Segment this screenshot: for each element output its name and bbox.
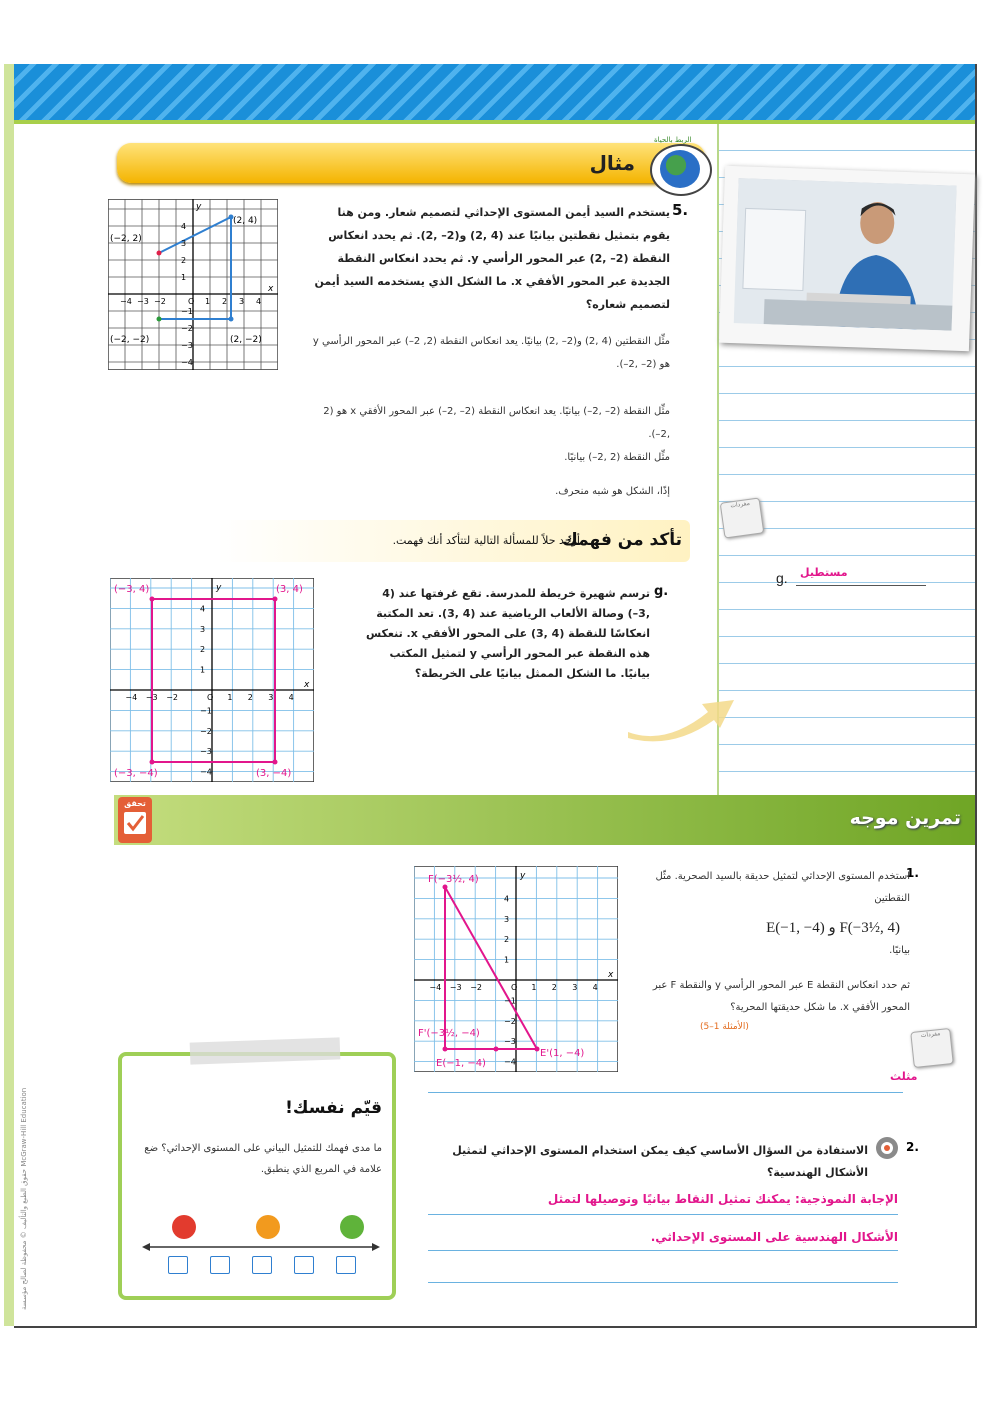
y-tick-label: −1	[181, 307, 193, 316]
essential-question-icon	[874, 1135, 900, 1161]
g-answer: مستطيل	[800, 566, 848, 579]
q2-text: الاستفادة من السؤال الأساسي كيف يمكن استخدام المستوى الإحداثي لتمثيل الأشكال الهندسية؟	[452, 1144, 868, 1179]
x-tick-label: 2	[551, 983, 557, 992]
g3-point-E2	[535, 1047, 540, 1052]
x-tick-label: −3	[449, 983, 462, 992]
q2-number: 2.	[906, 1140, 919, 1154]
x-tick-label: 2	[247, 693, 253, 702]
globe-inner	[660, 150, 700, 188]
g3-label-F2: F'(−3½, −4)	[418, 1028, 480, 1039]
y-tick-label: −2	[504, 1016, 516, 1026]
q1-answer: مثلث	[890, 1070, 918, 1083]
x-tick-label: −3	[145, 693, 158, 702]
photo-man-at-computer	[734, 178, 957, 331]
g1-label-p3: (−2, −2)	[110, 335, 150, 345]
g2-point-4	[273, 760, 278, 765]
checkmark-icon	[122, 810, 148, 836]
point-green	[157, 317, 162, 322]
g2-label-p1: (−3, 4)	[114, 584, 150, 595]
rating-box-5[interactable]	[336, 1256, 356, 1274]
x-tick-label: O	[207, 693, 214, 702]
y-tick-label: 3	[200, 624, 206, 634]
x-tick-label: −3	[137, 297, 149, 306]
g2-label-p2: (3, 4)	[276, 584, 303, 595]
x-tick-label: −2	[166, 693, 178, 702]
rating-box-1[interactable]	[168, 1256, 188, 1274]
point-blue-2	[229, 317, 234, 322]
q1-text2: ثم حدد انعكاس النقطة E عبر المحور الرأسي y والنقطة F عبر المحور الأفقي x. ما شكل حديقتها المحرية؟	[652, 980, 910, 1013]
graph-check	[110, 578, 314, 782]
point-red	[157, 251, 162, 256]
check-badge	[118, 797, 152, 843]
g2-label-p4: (3, −4)	[256, 768, 292, 779]
y-tick-label: −1	[504, 996, 516, 1006]
arrow-swoosh	[626, 688, 736, 744]
y-tick-label: 1	[200, 665, 206, 675]
q2-answer-line1: الإجابة النموذجية: يمكنك تمثيل النقاط بيانيًا وتوصيلها لتمثل	[547, 1192, 898, 1206]
self-check-text: ما مدى فهمك للتمثيل البياني على المستوى الإحداثي؟ ضع علامة في المربع الذي ينطبق.	[144, 1143, 382, 1175]
note-label: مفردات	[729, 499, 751, 510]
happy-face-icon	[340, 1215, 364, 1239]
y-tick-label: −2	[181, 324, 193, 333]
badge-label: تحقق	[124, 799, 146, 808]
y-tick-label: 2	[181, 256, 187, 265]
g3-point-F	[443, 885, 448, 890]
answer-line-4	[428, 1282, 898, 1283]
x-tick-label: 3	[268, 693, 274, 702]
top-band	[14, 64, 975, 120]
x-tick-label: 2	[222, 297, 228, 306]
copyright-text: حقوق الطبع والتأليف © محفوظة لصالح مؤسسة McGraw-Hill Education	[20, 1087, 28, 1310]
g-answer-label: g.	[776, 570, 788, 586]
answer-line-3	[428, 1250, 898, 1251]
g2-label-p3: (−3, −4)	[114, 768, 158, 779]
check-instruction: أوجد حلاً للمسألة التالية لتتأكد أنك فهمت.	[392, 534, 580, 547]
g1-label-p4: (2, −2)	[230, 335, 262, 345]
rating-box-4[interactable]	[294, 1256, 314, 1274]
q2-answer-line2: الأشكال الهندسية على المستوى الإحداثي.	[650, 1230, 898, 1244]
y-tick-label: 2	[504, 935, 510, 945]
y-tick-label: −1	[200, 706, 212, 716]
q1-reference: (الأمثلة 1–5)	[700, 1022, 749, 1032]
left-bar	[4, 64, 14, 1326]
x-tick-label: −4	[429, 983, 442, 992]
y-tick-label: −4	[181, 358, 193, 367]
x-tick-label: 4	[592, 983, 598, 992]
y-tick-label: 3	[504, 914, 510, 924]
g2-x-axis: x	[304, 680, 310, 690]
check-title: تأكد من فهمك	[562, 530, 682, 550]
example-banner	[117, 143, 705, 183]
photo-frame	[719, 166, 975, 352]
example-problem: يستخدم السيد أيمن المستوى الإحداثي لتصميم شعار. ومن هنا يقوم بتمثيل نقطتين بيانيًا عند (4 ,2) و(2– ,2). ثم يحدد انعكاس النقطة (2– ,2) عبر المحور الرأسي y. ثم يحدد انعكاس النقطة الجديدة عبر المحور الأفقي x. ما الشكل الذي يستخدمه السيد أيمن لتصميم شعاره؟	[314, 206, 670, 311]
globe-icon	[650, 136, 712, 196]
y-tick-label: −2	[200, 726, 212, 736]
sad-face-icon	[172, 1215, 196, 1239]
x-tick-label: −2	[154, 297, 166, 306]
g2-point-3	[150, 760, 155, 765]
note-label-2: مفردات	[920, 1030, 941, 1040]
x-tick-label: 3	[572, 983, 578, 992]
g3-y-axis: y	[520, 871, 526, 881]
x-tick-label: 3	[239, 297, 245, 306]
self-check-box	[118, 1052, 396, 1300]
y-tick-label: 4	[181, 222, 187, 231]
guided-title: تمرين موجه	[849, 807, 961, 829]
g3-label-E2: E'(1, −4)	[540, 1048, 585, 1059]
g3-label-E: E(−1, −4)	[436, 1058, 486, 1069]
problem-number: 5.	[672, 201, 689, 219]
answer-line-2	[428, 1214, 898, 1215]
check-bar	[100, 520, 690, 562]
g2-y-axis: y	[216, 583, 222, 593]
x-tick-label: −4	[125, 693, 138, 702]
q1-formula: E(−1, −4) و F(−3½, 4)	[766, 920, 900, 936]
y-tick-label: 2	[200, 645, 206, 655]
example-solution-1: مثِّل النقطتين (4 ,2) و(2– ,2) بيانيًا. يعد انعكاس النقطة (2, 2–) عبر المحور الرأسي y هو (2– ,2–).	[312, 336, 670, 370]
globe-label: الربط بالحياة	[654, 136, 692, 144]
y-tick-label: 4	[504, 894, 510, 904]
check-problem: ترسم شهيرة خريطة للمدرسة. تقع غرفتها عند (4 ,3–) وصالة الألعاب الرياضية عند (4 ,3). تعد المكتبة انعكاسًا للنقطة (4 ,3) على المحور الأفقي x. تنعكس هذه النقطة عبر المحور الرأسي y لتمثيل المكتب بيانيًا. ما الشكل الممثل بيانيًا على الخريطة؟	[365, 587, 650, 680]
q1-formula-tail: بيانيًا.	[889, 945, 910, 956]
neutral-face-icon	[256, 1215, 280, 1239]
example-title: مثال	[589, 151, 635, 175]
q1-number: 1.	[906, 866, 919, 880]
y-tick-label: −4	[504, 1057, 516, 1067]
example-solution-2: مثِّل النقطة (2– ,2–) بيانيًا. يعد انعكاس النقطة (2– ,2–) عبر المحور الأفقي x هو (2 ,2–).	[323, 406, 670, 440]
g1-x-axis: x	[268, 284, 274, 294]
y-tick-label: 1	[181, 273, 187, 282]
x-tick-label: 1	[205, 297, 211, 306]
example-solution-3: مثِّل النقطة (2 ,2–) بيانيًا.	[564, 452, 670, 463]
y-tick-label: 3	[181, 239, 187, 248]
g-answer-line	[796, 585, 926, 586]
g2-point-1	[150, 597, 155, 602]
note-icon-2[interactable]	[910, 1028, 954, 1068]
check-problem-label: g.	[654, 584, 669, 599]
rating-box-3[interactable]	[252, 1256, 272, 1274]
y-tick-label: 4	[200, 604, 206, 614]
guided-practice-bar	[114, 795, 975, 845]
answer-line-1	[428, 1092, 903, 1093]
g1-label-p2: (−2, 2)	[110, 234, 142, 244]
y-tick-label: −3	[200, 747, 212, 757]
q1-text: استخدم المستوى الإحداثي لتمثيل حديقة بالسيد الصحرية. مثّل النقطتين	[655, 871, 910, 904]
x-tick-label: 4	[288, 693, 294, 702]
self-check-title: قيّم نفسك!	[285, 1098, 382, 1118]
y-tick-label: 1	[504, 955, 510, 965]
rating-box-2[interactable]	[210, 1256, 230, 1274]
x-tick-label: O	[188, 297, 195, 306]
example-conclusion: إذًا، الشكل هو شبه منحرف.	[555, 486, 670, 497]
x-tick-label: 1	[531, 983, 537, 992]
graph-example	[108, 199, 278, 370]
graph-guided	[414, 866, 618, 1072]
x-tick-label: O	[511, 983, 518, 992]
x-tick-label: −4	[120, 297, 132, 306]
y-tick-label: −3	[504, 1037, 516, 1047]
x-tick-label: −2	[470, 983, 482, 992]
g3-label-F: F(−3½, 4)	[428, 874, 479, 885]
note-icon[interactable]	[720, 497, 765, 538]
g1-y-axis: y	[196, 202, 202, 212]
g2-point-2	[273, 597, 278, 602]
g3-point-E	[494, 1047, 499, 1052]
y-tick-label: −4	[200, 767, 212, 777]
x-tick-label: 4	[256, 297, 262, 306]
x-tick-label: 1	[227, 693, 233, 702]
y-tick-label: −3	[181, 341, 193, 350]
g3-point-F2	[443, 1047, 448, 1052]
g1-label-p1: (2, 4)	[233, 216, 258, 226]
g3-x-axis: x	[608, 970, 614, 980]
